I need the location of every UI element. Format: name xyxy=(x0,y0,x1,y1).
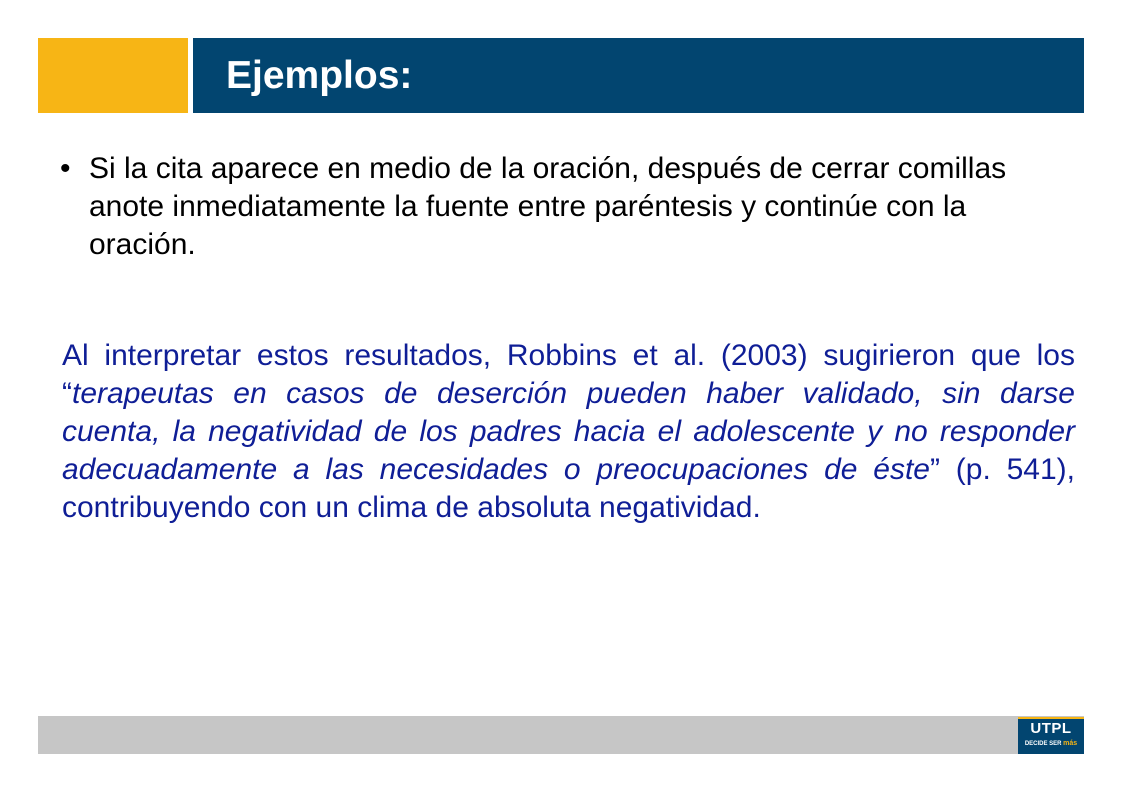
example-intro: Al interpretar estos resultados, Robbins et al. (2003) sugirieron que los “ xyxy=(62,339,1075,410)
logo-wordmark: UTPL xyxy=(1030,720,1072,737)
bullet-text: Si la cita aparece en medio de la oración, después de cerrar comillas anote inmediatamente la fuente entre paréntesis y continúe con la oración. xyxy=(89,152,1007,261)
header-bar xyxy=(193,38,1084,113)
logo-tagline-accent: más xyxy=(1063,740,1078,747)
example-outro: ” (p. 541), contribuyendo con un clima de absoluta negatividad. xyxy=(62,453,1075,524)
bullet-item xyxy=(60,150,1050,264)
example-quote: terapeutas en casos de deserción pueden haber validado, sin darse cuenta, la negatividad de los padres hacia el adolescente y no responder adecuadamente a las necesidades o preocupaciones de éste xyxy=(62,377,1075,486)
footer-bar xyxy=(38,716,1084,754)
bullet-marker: • xyxy=(60,152,71,185)
logo-tagline-text: DECIDE SER xyxy=(1024,741,1062,747)
logo-tagline xyxy=(1018,739,1084,749)
example-citation-paragraph xyxy=(62,337,1075,527)
utpl-logo xyxy=(1018,717,1084,754)
slide-title: Ejemplos: xyxy=(226,54,413,97)
header-accent-block xyxy=(38,38,188,113)
